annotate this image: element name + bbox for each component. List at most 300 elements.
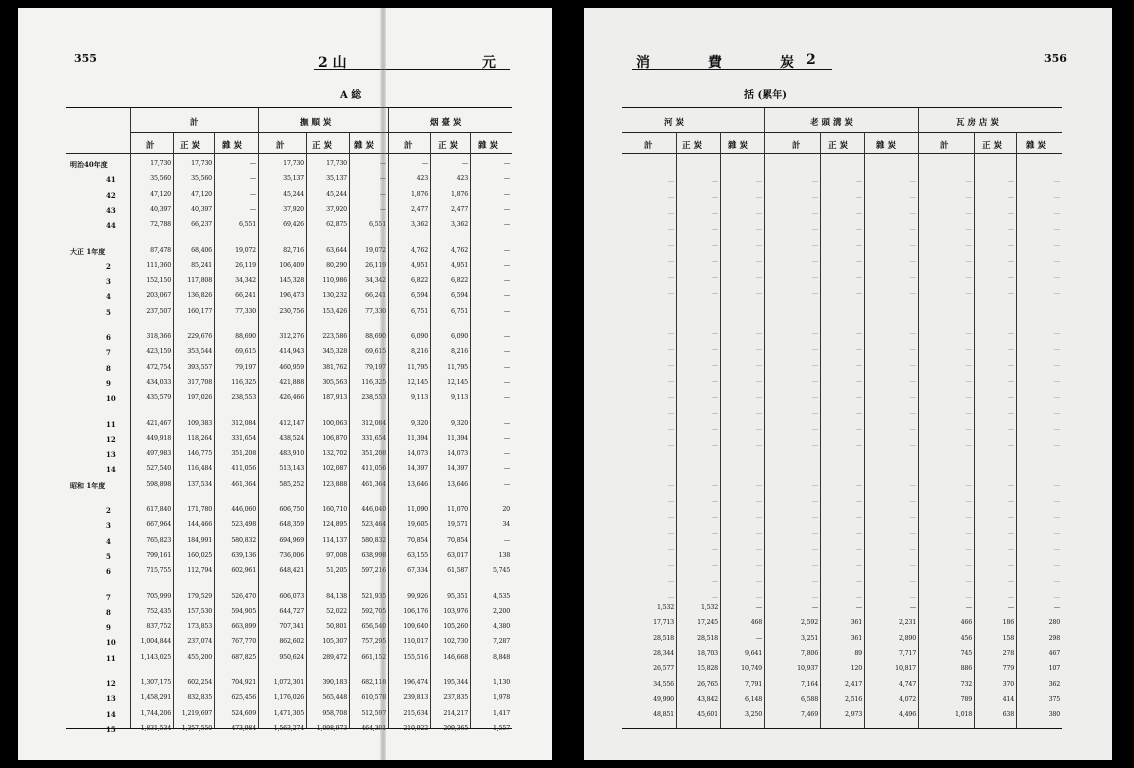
table-cell: — [1007, 290, 1014, 297]
table-cell: — [1007, 546, 1014, 553]
table-cell: — [667, 290, 674, 297]
table-cell: — [811, 530, 818, 537]
subheader: 計 [404, 141, 413, 151]
table-cell: 1,004,844 [140, 638, 171, 646]
table-cell: — [755, 210, 762, 217]
subheader: 正 炭 [438, 141, 458, 151]
table-cell: — [909, 210, 916, 217]
section-title: 括 (累年) [744, 90, 787, 101]
table-cell: — [855, 594, 862, 601]
table-cell: 37,920 [326, 205, 347, 213]
table-cell: — [711, 346, 718, 353]
table-cell: — [711, 378, 718, 385]
row-label: 44 [106, 221, 116, 231]
table-cell: — [909, 498, 916, 505]
row-label: 14 [106, 465, 116, 475]
table-cell: 1,072,301 [273, 679, 304, 686]
table-cell: — [755, 274, 762, 281]
table-row [584, 594, 1112, 608]
table-cell: — [811, 604, 818, 611]
table-cell: — [811, 562, 818, 569]
row-label: 11 [106, 419, 116, 429]
table-row [18, 593, 552, 607]
table-cell: — [1053, 242, 1060, 249]
table-cell: — [667, 594, 674, 601]
left-page [18, 8, 552, 760]
table-cell: 118,264 [187, 434, 212, 442]
table-cell: 137,534 [187, 480, 212, 488]
table-cell: 362 [1048, 680, 1060, 688]
table-cell: 7,791 [744, 680, 762, 688]
table-cell: 124,895 [322, 521, 347, 529]
table-cell: 112,794 [187, 567, 212, 575]
table-row [18, 420, 552, 434]
table-cell: 1,557 [492, 724, 510, 732]
table-cell: 467 [1048, 649, 1060, 657]
table-cell: 414 [1002, 695, 1014, 703]
table-cell: 45,244 [326, 190, 347, 198]
table-cell: — [379, 160, 386, 167]
table-cell: 592,705 [361, 607, 386, 615]
table-cell: 317,708 [187, 378, 212, 386]
table-cell: 602,961 [231, 567, 256, 575]
table-cell: 3,251 [800, 634, 818, 642]
table-cell: 34,342 [365, 277, 386, 285]
table-cell: — [855, 514, 862, 521]
table-cell: 8,216 [450, 348, 468, 356]
table-cell: — [711, 426, 718, 433]
table-cell: 70,854 [407, 536, 428, 544]
table-cell: 1,831,534 [140, 724, 171, 732]
group-header-yentai: 烟 臺 炭 [430, 118, 462, 128]
table-cell: 639,136 [231, 551, 256, 559]
table-cell: — [811, 514, 818, 521]
row-label: 6 [106, 333, 111, 342]
table-row [584, 562, 1112, 576]
table-cell: 648,359 [279, 521, 304, 529]
table-cell: 146,668 [443, 653, 468, 661]
table-cell: 11,795 [447, 363, 468, 371]
table-cell: — [755, 546, 762, 553]
table-row [584, 530, 1112, 544]
table-cell: — [811, 498, 818, 505]
table-cell: 390,183 [322, 679, 347, 686]
table-cell: — [855, 482, 862, 489]
table-cell: — [667, 210, 674, 217]
table-cell: 238,553 [231, 394, 256, 402]
table-cell: 513,143 [279, 465, 304, 473]
table-row [584, 482, 1112, 496]
table-cell: 4,072 [898, 695, 916, 703]
table-row [584, 194, 1112, 208]
row-label: 10 [106, 394, 116, 404]
table-row [18, 191, 552, 205]
table-cell: — [811, 362, 818, 369]
table-cell: 13,646 [447, 480, 468, 488]
table-cell: — [503, 292, 510, 300]
subheader: 計 [276, 141, 285, 151]
table-cell: — [1007, 394, 1014, 401]
table-cell: 2,477 [410, 205, 428, 213]
table-cell: 527,540 [146, 465, 171, 473]
table-cell: 77,330 [235, 307, 256, 315]
table-cell: — [1007, 226, 1014, 233]
row-label: 9 [106, 378, 111, 388]
table-cell: 47,120 [191, 190, 212, 198]
table-cell: 18,703 [697, 649, 718, 657]
table-cell: — [855, 362, 862, 369]
table-cell: 11,090 [407, 506, 428, 513]
table-cell: 370 [1002, 680, 1014, 688]
table-cell: 82,716 [283, 246, 304, 254]
table-row [584, 681, 1112, 695]
table-cell: 1,357,550 [181, 724, 212, 732]
table-row [584, 578, 1112, 592]
row-label: 8 [106, 607, 111, 617]
table-cell: — [1053, 426, 1060, 433]
table-cell: 765,823 [146, 536, 171, 544]
table-row [584, 210, 1112, 224]
table-cell: 5,745 [492, 567, 510, 575]
table-row [18, 394, 552, 408]
table-cell: — [667, 514, 674, 521]
table-top-rule [622, 107, 1062, 108]
table-cell: — [1007, 578, 1014, 585]
table-cell: — [965, 226, 972, 233]
table-cell: — [909, 274, 916, 281]
table-cell: — [755, 362, 762, 369]
table-cell: 423 [416, 175, 428, 183]
table-cell: 34 [502, 521, 510, 529]
table-cell: 331,654 [231, 434, 256, 442]
table-cell: 99,926 [407, 592, 428, 600]
table-cell: 423,159 [146, 348, 171, 356]
table-cell: 656,540 [361, 623, 386, 631]
table-cell: 160,025 [187, 551, 212, 559]
table-row [18, 160, 552, 174]
subheader: 計 [644, 141, 653, 151]
table-cell: — [855, 426, 862, 433]
table-cell: — [667, 226, 674, 233]
table-cell: — [1053, 498, 1060, 505]
group-header-rule [130, 132, 512, 133]
subheader: 計 [792, 141, 801, 151]
table-cell: 423 [456, 175, 468, 183]
table-cell: — [1007, 194, 1014, 201]
table-cell: 7,164 [800, 680, 818, 688]
table-cell: — [1007, 426, 1014, 433]
table-cell: 17,730 [326, 160, 347, 167]
table-cell: — [909, 362, 916, 369]
table-cell: — [503, 205, 510, 213]
row-label: 2 [106, 506, 111, 515]
table-row [584, 442, 1112, 456]
table-cell: 69,426 [283, 221, 304, 229]
table-cell: — [965, 578, 972, 585]
table-cell: 414,943 [279, 348, 304, 356]
table-cell: 48,851 [653, 711, 674, 719]
table-cell: — [965, 426, 972, 433]
table-cell: — [503, 348, 510, 356]
table-cell: — [503, 261, 510, 269]
table-cell: 7,717 [898, 649, 916, 657]
table-cell: 305,563 [322, 378, 347, 386]
row-label: 10 [106, 638, 116, 648]
table-cell: 40,397 [150, 205, 171, 213]
table-cell: 40,397 [191, 205, 212, 213]
table-cell: — [1053, 362, 1060, 369]
table-cell: 1,143,025 [140, 653, 171, 661]
table-cell: 6,594 [450, 292, 468, 300]
table-cell: 411,056 [361, 465, 386, 473]
table-cell: — [711, 594, 718, 601]
table-row [584, 242, 1112, 256]
row-label: 3 [106, 277, 111, 287]
table-cell: — [667, 258, 674, 265]
table-cell: 9,320 [450, 419, 468, 427]
table-cell: 14,073 [407, 450, 428, 458]
table-cell: 66,241 [235, 292, 256, 300]
table-cell: — [965, 258, 972, 265]
table-cell: 63,155 [407, 551, 428, 559]
table-cell: — [855, 394, 862, 401]
table-cell: — [249, 175, 256, 183]
table-cell: — [909, 604, 916, 611]
table-cell: 146,775 [187, 450, 212, 458]
table-cell: — [755, 378, 762, 385]
table-cell: — [1007, 378, 1014, 385]
table-cell: — [855, 258, 862, 265]
table-cell: — [811, 194, 818, 201]
table-cell: 138 [498, 551, 510, 559]
table-cell: — [667, 394, 674, 401]
table-cell: 10,749 [741, 665, 762, 673]
row-label: 大正 1年度 [70, 246, 106, 256]
table-cell: 35,560 [150, 175, 171, 183]
table-cell: — [249, 190, 256, 198]
table-cell: 70,854 [447, 536, 468, 544]
table-cell: — [909, 378, 916, 385]
table-cell: 145,328 [279, 277, 304, 285]
table-cell: — [249, 205, 256, 213]
table-cell: 26,119 [365, 261, 386, 269]
table-cell: — [965, 274, 972, 281]
table-cell: 11,070 [447, 506, 468, 513]
table-cell: — [965, 178, 972, 185]
table-cell: — [965, 498, 972, 505]
table-cell: — [909, 290, 916, 297]
table-cell: — [811, 482, 818, 489]
table-cell: — [711, 530, 718, 537]
table-cell: 34,342 [235, 277, 256, 285]
subheader: 計 [146, 141, 155, 151]
table-cell: 832,835 [187, 694, 212, 702]
table-cell: — [711, 394, 718, 401]
table-cell: 705,999 [146, 592, 171, 600]
table-cell: 43,842 [697, 695, 718, 703]
table-cell: 526,470 [231, 592, 256, 600]
table-cell: 2,973 [844, 711, 862, 719]
running-header-left: 消 [636, 55, 650, 71]
table-cell: — [909, 410, 916, 417]
table-cell: 196,474 [403, 679, 428, 686]
table-cell: 2,516 [844, 695, 862, 703]
table-cell: 110,986 [322, 277, 347, 285]
table-row [584, 274, 1112, 288]
table-cell: — [667, 546, 674, 553]
table-cell: 638,998 [361, 551, 386, 559]
table-cell: 682,118 [361, 679, 386, 686]
table-cell: 381,762 [322, 363, 347, 371]
table-cell: 715,755 [146, 567, 171, 575]
table-cell: 1,219,697 [181, 709, 212, 717]
subheader: 雜 炭 [728, 141, 748, 151]
table-cell: 426,466 [279, 394, 304, 402]
table-cell: — [1053, 346, 1060, 353]
table-cell: 312,084 [231, 419, 256, 427]
table-cell: — [667, 378, 674, 385]
table-cell: — [811, 330, 818, 337]
table-row [18, 292, 552, 306]
table-cell: 1,563,274 [273, 724, 304, 732]
table-cell: — [909, 578, 916, 585]
table-row [584, 665, 1112, 679]
group-header-fushun: 撫 順 炭 [300, 118, 332, 128]
table-cell: — [667, 242, 674, 249]
table-cell: — [711, 546, 718, 553]
table-cell: — [711, 242, 718, 249]
table-cell: 312,084 [361, 419, 386, 427]
table-row [584, 696, 1112, 710]
table-cell: — [855, 194, 862, 201]
table-cell: 958,708 [322, 709, 347, 717]
subheader: 雜 炭 [478, 141, 498, 151]
table-row [18, 206, 552, 220]
table-cell: — [503, 434, 510, 442]
table-cell: 298 [1048, 634, 1060, 642]
table-cell: — [811, 578, 818, 585]
subheader-rule [622, 153, 1062, 154]
table-cell: — [711, 498, 718, 505]
table-cell: 239,813 [403, 694, 428, 702]
table-cell: 524,609 [231, 709, 256, 717]
table-cell: 9,113 [450, 394, 468, 402]
table-cell: 375 [1048, 695, 1060, 703]
row-label: 42 [106, 190, 116, 200]
subheader: 雜 炭 [354, 141, 374, 151]
table-row [18, 679, 552, 693]
table-row [18, 481, 552, 495]
table-cell: — [855, 242, 862, 249]
table-cell: 7,287 [492, 638, 510, 646]
row-label: 8 [106, 363, 111, 373]
table-cell: — [711, 274, 718, 281]
row-label: 昭和 1年度 [70, 480, 106, 490]
table-cell: 449,918 [146, 434, 171, 442]
table-cell: — [909, 426, 916, 433]
table-cell: 767,770 [231, 638, 256, 646]
table-cell: — [711, 578, 718, 585]
table-cell: 116,484 [187, 465, 212, 473]
table-cell: — [1007, 258, 1014, 265]
row-label: 7 [106, 348, 111, 358]
table-cell: 732 [960, 680, 972, 688]
table-cell: — [909, 562, 916, 569]
subheader: 計 [940, 141, 949, 151]
table-cell: 45,601 [697, 711, 718, 719]
table-cell: 117,808 [187, 277, 212, 285]
table-cell: — [855, 410, 862, 417]
table-cell: 4,747 [898, 680, 916, 688]
table-cell: 209,365 [443, 724, 468, 732]
table-cell: — [1053, 578, 1060, 585]
row-label: 7 [106, 592, 111, 602]
table-cell: 184,991 [187, 536, 212, 544]
table-cell: 4,762 [450, 246, 468, 254]
section-title: A 総 [340, 90, 362, 101]
table-cell: 114,137 [322, 536, 347, 544]
table-cell: — [667, 194, 674, 201]
table-cell: 160,710 [322, 506, 347, 513]
table-cell: — [909, 346, 916, 353]
table-cell: 1,307,175 [140, 679, 171, 686]
table-cell: — [811, 378, 818, 385]
table-cell: — [379, 205, 386, 213]
table-cell: — [1007, 498, 1014, 505]
table-cell: — [909, 530, 916, 537]
table-cell: — [1053, 594, 1060, 601]
table-row [584, 178, 1112, 192]
table-cell: 37,920 [283, 205, 304, 213]
table-cell: 3,362 [410, 221, 428, 229]
table-cell: — [711, 562, 718, 569]
table-cell: — [811, 226, 818, 233]
table-cell: 7,469 [800, 711, 818, 719]
table-cell: — [1007, 482, 1014, 489]
table-cell: 278 [1002, 649, 1014, 657]
row-label: 9 [106, 623, 111, 633]
table-cell: 35,137 [283, 175, 304, 183]
table-cell: — [855, 226, 862, 233]
table-cell: 6,594 [410, 292, 428, 300]
table-cell: 84,138 [326, 592, 347, 600]
table-cell: — [965, 594, 972, 601]
table-cell: 68,406 [191, 246, 212, 254]
table-row [584, 290, 1112, 304]
table-cell: 26,577 [653, 665, 674, 673]
table-cell: 648,421 [279, 567, 304, 575]
table-row [584, 410, 1112, 424]
table-cell: 289,472 [322, 653, 347, 661]
table-cell: 102,730 [443, 638, 468, 646]
right-page [584, 8, 1112, 760]
table-cell: 51,205 [326, 567, 347, 575]
table-cell: — [1007, 410, 1014, 417]
table-cell: 2,200 [492, 607, 510, 615]
table-cell: — [667, 530, 674, 537]
table-cell: 17,730 [191, 160, 212, 167]
table-cell: — [1053, 226, 1060, 233]
table-cell: 195,344 [443, 679, 468, 686]
center-fold-shadow [380, 8, 386, 760]
group-header-laotougou: 老 頭 溝 炭 [810, 118, 853, 128]
table-row [584, 619, 1112, 633]
table-cell: 109,640 [403, 623, 428, 631]
table-cell: 707,341 [279, 623, 304, 631]
table-cell: — [1007, 514, 1014, 521]
subheader: 雜 炭 [1026, 141, 1046, 151]
table-cell: — [1053, 178, 1060, 185]
